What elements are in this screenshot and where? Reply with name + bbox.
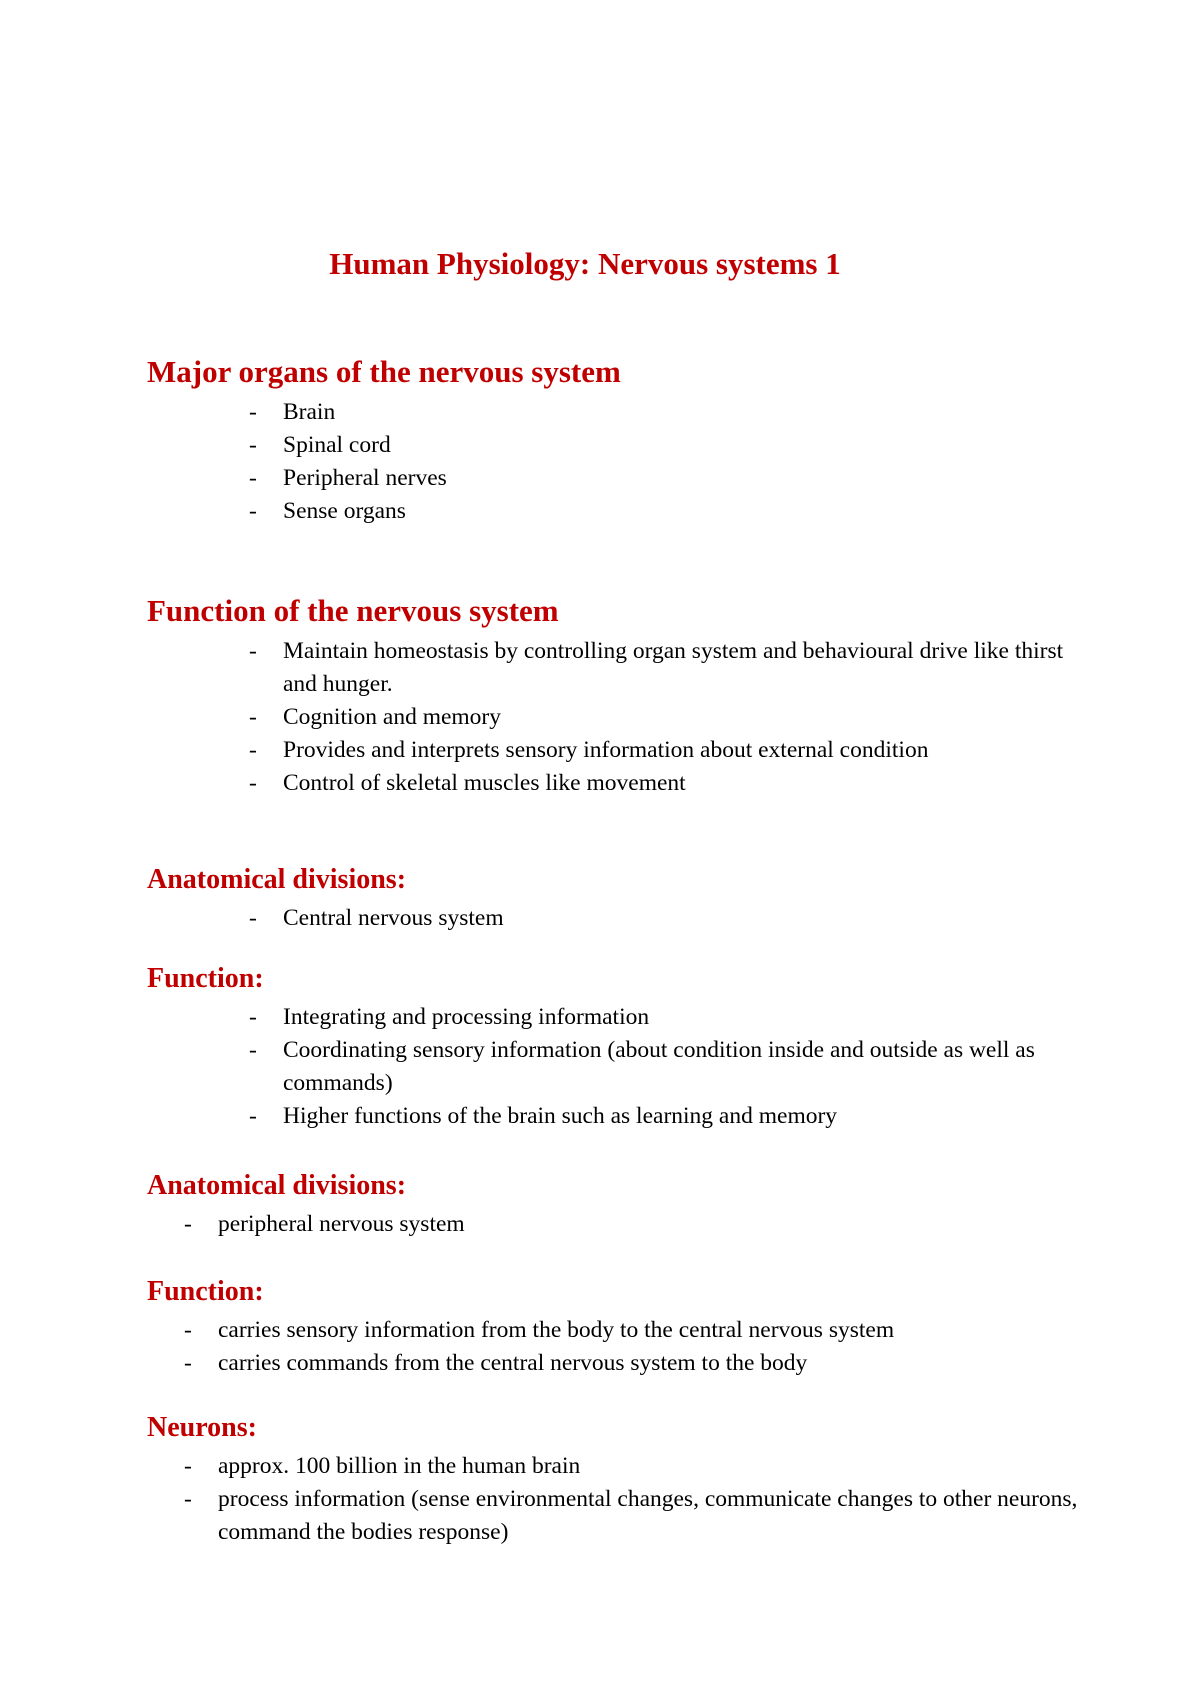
list-item: - Central nervous system bbox=[249, 905, 504, 931]
list-item: - process information (sense environmental changes, communicate changes to other neurons, command the bodies response) bbox=[184, 1486, 1078, 1545]
bullet-list bbox=[147, 1001, 1147, 1133]
list-item: - Sense organs bbox=[249, 498, 406, 524]
list-item: - carries sensory information from the body to the central nervous system bbox=[184, 1317, 895, 1343]
bullet-list bbox=[147, 1208, 1147, 1241]
list-item: - Peripheral nerves bbox=[249, 465, 447, 491]
section-heading: Function: bbox=[147, 963, 264, 994]
list-item: - Spinal cord bbox=[249, 432, 391, 458]
section-heading: Anatomical divisions: bbox=[147, 1170, 407, 1201]
list-item: - peripheral nervous system bbox=[184, 1211, 465, 1237]
list-item: - Cognition and memory bbox=[249, 704, 502, 730]
bullet-list bbox=[147, 1450, 1147, 1549]
section-heading: Anatomical divisions: bbox=[147, 864, 407, 895]
section-heading: Function of the nervous system bbox=[147, 593, 559, 628]
bullet-list bbox=[147, 902, 1147, 935]
list-item: - Integrating and processing information bbox=[249, 1004, 650, 1030]
bullet-list bbox=[147, 396, 1147, 528]
section-heading: Neurons: bbox=[147, 1412, 257, 1443]
list-item: - Coordinating sensory information (about condition inside and outside as well as commands) bbox=[249, 1037, 1035, 1096]
section-anatomical-divisions-cns bbox=[147, 862, 1147, 935]
section-anatomical-divisions-pns bbox=[147, 1168, 1147, 1241]
section-heading: Function: bbox=[147, 1276, 264, 1307]
page-title: Human Physiology: Nervous systems 1 bbox=[329, 246, 841, 281]
list-item: - approx. 100 billion in the human brain bbox=[184, 1453, 581, 1479]
list-item: - carries commands from the central nervous system to the body bbox=[184, 1350, 808, 1376]
list-item: - Higher functions of the brain such as learning and memory bbox=[249, 1103, 838, 1129]
section-function-cns bbox=[147, 961, 1147, 1133]
list-item: - Maintain homeostasis by controlling organ system and behavioural drive like thirst and hunger. bbox=[249, 638, 1064, 697]
list-item: - Provides and interprets sensory information about external condition bbox=[249, 737, 929, 763]
section-function-nervous-system bbox=[147, 591, 1147, 800]
list-item: - Control of skeletal muscles like movement bbox=[249, 770, 686, 796]
section-function-pns bbox=[147, 1274, 1147, 1380]
bullet-list bbox=[147, 635, 1147, 800]
section-neurons bbox=[147, 1410, 1147, 1549]
list-item: - Brain bbox=[249, 399, 336, 425]
section-major-organs bbox=[147, 352, 1147, 528]
section-heading: Major organs of the nervous system bbox=[147, 354, 621, 389]
bullet-list bbox=[147, 1314, 1147, 1380]
